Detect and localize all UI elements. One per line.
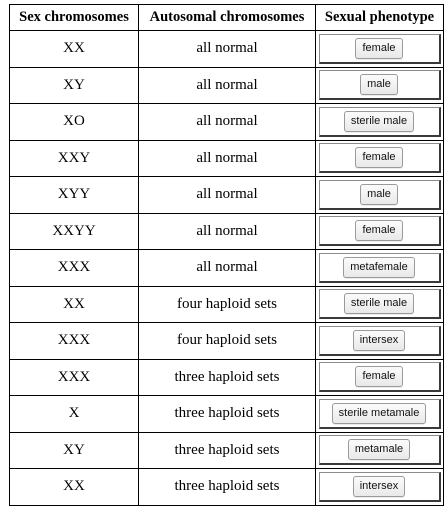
autosomal-cell: all normal bbox=[139, 31, 316, 68]
table-row bbox=[10, 323, 444, 360]
autosomal-cell: three haploid sets bbox=[139, 469, 316, 506]
phenotype-cell bbox=[316, 359, 444, 396]
phenotype-button[interactable]: intersex bbox=[353, 330, 406, 351]
table-row bbox=[10, 140, 444, 177]
phenotype-frame bbox=[319, 180, 441, 210]
autosomal-cell: four haploid sets bbox=[139, 323, 316, 360]
table-row bbox=[10, 432, 444, 469]
header-sexual-phenotype: Sexual phenotype bbox=[316, 5, 444, 31]
table-row bbox=[10, 177, 444, 214]
phenotype-cell bbox=[316, 140, 444, 177]
phenotype-frame bbox=[319, 143, 441, 173]
phenotype-button[interactable]: intersex bbox=[353, 476, 406, 497]
sex-chromosomes-cell: XO bbox=[10, 104, 139, 141]
phenotype-frame bbox=[319, 216, 441, 246]
sex-chromosomes-cell: XXYY bbox=[10, 213, 139, 250]
autosomal-cell: all normal bbox=[139, 67, 316, 104]
table-row bbox=[10, 396, 444, 433]
sex-chromosomes-cell: XY bbox=[10, 432, 139, 469]
autosomal-cell: all normal bbox=[139, 177, 316, 214]
phenotype-cell bbox=[316, 323, 444, 360]
table-row bbox=[10, 359, 444, 396]
sex-chromosomes-cell: XY bbox=[10, 67, 139, 104]
phenotype-button[interactable]: sterile male bbox=[344, 111, 414, 132]
phenotype-button[interactable]: female bbox=[355, 366, 402, 387]
phenotype-button[interactable]: metamale bbox=[348, 439, 410, 460]
phenotype-cell bbox=[316, 286, 444, 323]
phenotype-button[interactable]: female bbox=[355, 147, 402, 168]
phenotype-frame bbox=[319, 107, 441, 137]
sex-chromosomes-cell: XXX bbox=[10, 323, 139, 360]
phenotype-cell bbox=[316, 177, 444, 214]
autosomal-cell: all normal bbox=[139, 213, 316, 250]
phenotype-cell bbox=[316, 104, 444, 141]
phenotype-button[interactable]: female bbox=[355, 38, 402, 59]
table-row bbox=[10, 286, 444, 323]
table-row bbox=[10, 67, 444, 104]
phenotype-cell bbox=[316, 432, 444, 469]
sex-chromosomes-cell: XX bbox=[10, 286, 139, 323]
header-autosomal-chromosomes: Autosomal chromosomes bbox=[139, 5, 316, 31]
sex-chromosomes-cell: XX bbox=[10, 469, 139, 506]
phenotype-frame bbox=[319, 472, 441, 502]
phenotype-frame bbox=[319, 34, 441, 64]
header-row bbox=[10, 5, 444, 31]
autosomal-cell: four haploid sets bbox=[139, 286, 316, 323]
phenotype-button[interactable]: sterile male bbox=[344, 293, 414, 314]
phenotype-frame bbox=[319, 435, 441, 465]
header-sex-chromosomes: Sex chromosomes bbox=[10, 5, 139, 31]
phenotype-button[interactable]: sterile metamale bbox=[332, 403, 427, 424]
table-row bbox=[10, 250, 444, 287]
sex-chromosomes-cell: XXX bbox=[10, 250, 139, 287]
phenotype-button[interactable]: metafemale bbox=[343, 257, 414, 278]
phenotype-cell bbox=[316, 213, 444, 250]
autosomal-cell: three haploid sets bbox=[139, 432, 316, 469]
phenotype-button[interactable]: male bbox=[360, 184, 398, 205]
phenotype-frame bbox=[319, 70, 441, 100]
phenotype-button[interactable]: female bbox=[355, 220, 402, 241]
sex-chromosomes-cell: XX bbox=[10, 31, 139, 68]
autosomal-cell: three haploid sets bbox=[139, 396, 316, 433]
phenotype-cell bbox=[316, 396, 444, 433]
table-row bbox=[10, 104, 444, 141]
phenotype-button[interactable]: male bbox=[360, 74, 398, 95]
autosomal-cell: three haploid sets bbox=[139, 359, 316, 396]
phenotype-frame bbox=[319, 399, 441, 429]
phenotype-frame bbox=[319, 253, 441, 283]
sex-chromosomes-cell: XYY bbox=[10, 177, 139, 214]
table-row bbox=[10, 31, 444, 68]
table-row bbox=[10, 213, 444, 250]
autosomal-cell: all normal bbox=[139, 104, 316, 141]
phenotype-cell bbox=[316, 67, 444, 104]
phenotype-frame bbox=[319, 289, 441, 319]
autosomal-cell: all normal bbox=[139, 140, 316, 177]
phenotype-cell bbox=[316, 250, 444, 287]
phenotype-frame bbox=[319, 326, 441, 356]
sex-chromosomes-cell: X bbox=[10, 396, 139, 433]
autosomal-cell: all normal bbox=[139, 250, 316, 287]
sex-chromosomes-cell: XXX bbox=[10, 359, 139, 396]
chromosome-phenotype-table bbox=[9, 4, 444, 506]
sex-chromosomes-cell: XXY bbox=[10, 140, 139, 177]
phenotype-cell bbox=[316, 31, 444, 68]
phenotype-frame bbox=[319, 362, 441, 392]
